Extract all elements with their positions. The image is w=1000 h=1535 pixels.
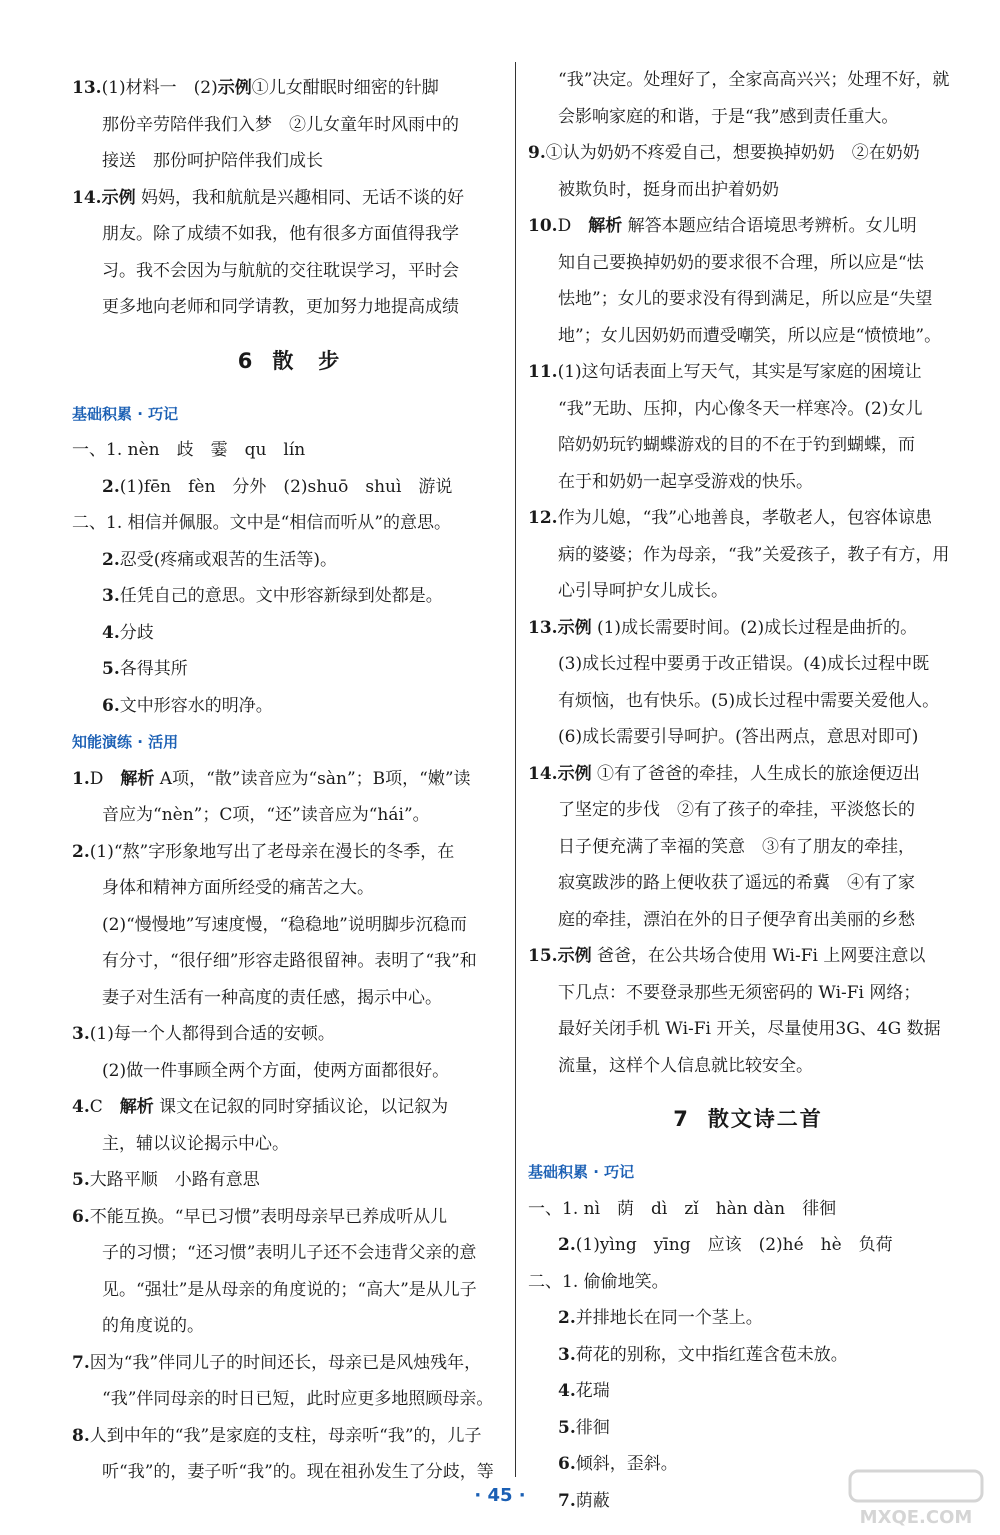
p8-cont-line-1: “我”决定。处理好了，全家高高兴兴；处理不好，就	[558, 70, 950, 90]
p8-cont-line-2: 会影响家庭的和谐，于是“我”感到责任重大。	[558, 106, 899, 127]
q13-line-3: 接送 那份呵护陪伴我们成长	[102, 151, 323, 171]
q12-line-2: 病的婆婆；作为母亲，“我”关爱孩子，教子有方，用	[558, 544, 950, 565]
basic-2-line-3: 3.任凭自己的意思。文中形容新绿到处都是。	[102, 586, 443, 606]
q15-line-2: 下几点：不要登录那些无须密码的 Wi-Fi 网络；	[558, 982, 921, 1003]
p2-line-2: 身体和精神方面所经受的痛苦之大。	[102, 878, 374, 898]
q9-line-1: 9.①认为奶奶不疼爱自己，想要换掉奶奶 ②在奶奶	[528, 143, 920, 163]
q13r-line-2: (3)成长过程中要勇于改正错误。(4)成长过程中既	[558, 654, 930, 674]
q14-line-2: 朋友。除了成绩不如我，他有很多方面值得我学	[102, 224, 459, 244]
basic-1-line-2: 2.(1)fēn fèn 分外 (2)shuō shuì 游说	[102, 476, 453, 497]
r-basic-2-line-1: 二、1. 偷偷地笑。	[528, 1271, 669, 1292]
q10-line-2: 知自己要换掉奶奶的要求很不合理，所以应是“怯	[558, 252, 924, 273]
p1-line-2: 音应为“nèn”；C项，“还”读音应为“hái”。	[102, 805, 430, 825]
basic-2-line-4: 4.分歧	[102, 622, 154, 643]
q14r-line-5: 庭的牵挂，漂泊在外的日子便孕育出美丽的乡愁	[558, 909, 915, 930]
q15-line-3: 最好关闭手机 Wi-Fi 开关，尽量使用3G、4G 数据	[558, 1019, 941, 1039]
p4-line-1: 4.C 解析 课文在记叙的同时穿插议论，以记叙为	[72, 1097, 449, 1117]
page-number: · 45 ·	[474, 1485, 526, 1506]
left-column	[72, 70, 507, 1491]
right-column	[528, 62, 968, 1519]
r-basic-2-line-5: 5.徘徊	[558, 1417, 610, 1438]
lesson-title-7: 7 散文诗二首	[673, 1107, 823, 1131]
basic-2-line-6: 6.文中形容水的明净。	[102, 695, 273, 716]
r-basic-2-line-3: 3.荷花的别称，文中指红莲含苞未放。	[558, 1344, 848, 1365]
basic-2-line-2: 2.忍受(疼痛或艰苦的生活等)。	[102, 549, 338, 570]
section-heading-basic-7: 基础积累 · 巧记	[528, 1163, 635, 1181]
q13r-line-3: 有烦恼，也有快乐。(5)成长过程中需要关爱他人。	[558, 690, 940, 711]
q13-line-2: 那份辛劳陪伴我们入梦 ②儿女童年时风雨中的	[102, 114, 459, 135]
section-heading-basic: 基础积累 · 巧记	[72, 404, 179, 423]
p7-line-2: “我”伴同母亲的时日已短，此时应更多地照顾母亲。	[102, 1389, 494, 1409]
column-divider	[515, 62, 516, 1477]
q13r-line-4: (6)成长需要引导呵护。(答出两点，意思对即可)	[558, 727, 919, 747]
q10-line-3: 怯地”；女儿的要求没有得到满足，所以应是“失望	[558, 289, 933, 309]
p2-line-4: 有分寸，“很仔细”形容走路很留神。表明了“我”和	[102, 951, 477, 971]
r-basic-1-line-1: 一、1. nì 荫 dì zǐ hàn dàn 徘徊	[528, 1198, 837, 1219]
q9-line-2: 被欺负时，挺身而出护着奶奶	[558, 179, 779, 200]
q14-line-3: 习。我不会因为与航航的交往耽误学习，平时会	[102, 260, 459, 281]
q11-line-2: “我”无助、压抑，内心像冬天一样寒冷。(2)女儿	[558, 398, 923, 419]
q14r-line-1: 14.示例 ①有了爸爸的牵挂，人生成长的旅途便迈出	[528, 763, 920, 784]
lesson-title-6: 6 散 步	[237, 348, 342, 373]
p1-line-1: 1.D 解析 A项，“散”读音应为“sàn”；B项，“嫩”读	[72, 768, 471, 789]
q11-line-3: 陪奶奶玩钓蝴蝶游戏的目的不在于钓到蝴蝶，而	[558, 435, 915, 455]
q15-line-4: 流量，这样个人信息就比较安全。	[558, 1055, 813, 1076]
q14r-line-3: 日子便充满了幸福的笑意 ③有了朋友的牵挂，	[558, 836, 915, 857]
q15-line-1: 15.示例 爸爸，在公共场合使用 Wi-Fi 上网要注意以	[528, 946, 926, 966]
r-basic-2-line-7: 7.荫蔽	[558, 1490, 610, 1511]
basic-2-line-1: 二、1. 相信并佩服。文中是“相信而听从”的意思。	[72, 513, 452, 533]
p8-line-2: 听“我”的，妻子听“我”的。现在祖孙发生了分歧，等	[102, 1462, 494, 1482]
q11-line-4: 在于和奶奶一起享受游戏的快乐。	[558, 471, 813, 492]
p6-line-1: 6.不能互换。“早已习惯”表明母亲早已养成听从儿	[72, 1206, 448, 1227]
p7-line-1: 7.因为“我”伴同儿子的时间还长，母亲已是风烛残年，	[72, 1352, 482, 1373]
watermark-text: MXQE.COM	[859, 1507, 973, 1528]
q14-line-1: 14.示例 妈妈，我和航航是兴趣相同、无话不谈的好	[72, 187, 464, 208]
p6-line-4: 的角度说的。	[102, 1316, 204, 1336]
p3-line-2: (2)做一件事顾全两个方面，使两方面都很好。	[102, 1060, 450, 1081]
q11-line-1: 11.(1)这句话表面上写天气，其实是写家庭的困境让	[528, 362, 922, 382]
p2-line-1: 2.(1)“熬”字形象地写出了老母亲在漫长的冬季，在	[72, 841, 455, 862]
p8-line-1: 8.人到中年的“我”是家庭的支柱，母亲听“我”的，儿子	[72, 1425, 482, 1446]
p6-line-3: 见。“强壮”是从母亲的角度说的；“高大”是从儿子	[102, 1279, 477, 1300]
q14r-line-4: 寂寞跋涉的路上便收获了遥远的希冀 ④有了家	[558, 873, 915, 893]
p3-line-1: 3.(1)每一个人都得到合适的安顿。	[72, 1024, 335, 1044]
q14r-line-2: 了坚定的步伐 ②有了孩子的牵挂，平淡悠长的	[558, 800, 915, 820]
q12-line-3: 心引导呵护女儿成长。	[558, 581, 728, 601]
r-basic-1-line-2: 2.(1)yìng yīng 应该 (2)hé hè 负荷	[558, 1235, 893, 1255]
p4-line-2: 主，辅以议论揭示中心。	[102, 1133, 289, 1154]
r-basic-2-line-4: 4.花瑞	[558, 1381, 610, 1401]
section-heading-practice: 知能演练 · 活用	[72, 733, 179, 751]
q13-line-1: 13.(1)材料一 (2)示例①儿女酣眠时细密的针脚	[72, 78, 439, 98]
basic-2-line-5: 5.各得其所	[102, 659, 188, 679]
q13r-line-1: 13.示例 (1)成长需要时间。(2)成长过程是曲折的。	[528, 617, 918, 638]
r-basic-2-line-2: 2.并排地长在同一个茎上。	[558, 1308, 763, 1328]
p5-line-1: 5.大路平顺 小路有意思	[72, 1170, 260, 1190]
q14-line-4: 更多地向老师和同学请教，更加努力地提高成绩	[102, 297, 459, 317]
r-basic-2-line-6: 6.倾斜，歪斜。	[558, 1454, 678, 1474]
basic-1-line-1: 一、1. nèn 歧 霎 qu lín	[72, 440, 306, 460]
p2-line-5: 妻子对生活有一种高度的责任感，揭示中心。	[102, 987, 442, 1008]
p6-line-2: 子的习惯；“还习惯”表明儿子还不会违背父亲的意	[102, 1243, 477, 1263]
q12-line-1: 12.作为儿媳，“我”心地善良，孝敬老人，包容体谅患	[528, 508, 932, 528]
q10-line-4: 地”；女儿因奶奶而遭受嘲笑，所以应是“愤愤地”。	[558, 325, 942, 346]
p2-line-3: (2)“慢慢地”写速度慢，“稳稳地”说明脚步沉稳而	[102, 914, 467, 935]
q10-line-1: 10.D 解析 解答本题应结合语境思考辨析。女儿明	[528, 216, 917, 236]
watermark-logo	[846, 1467, 986, 1529]
